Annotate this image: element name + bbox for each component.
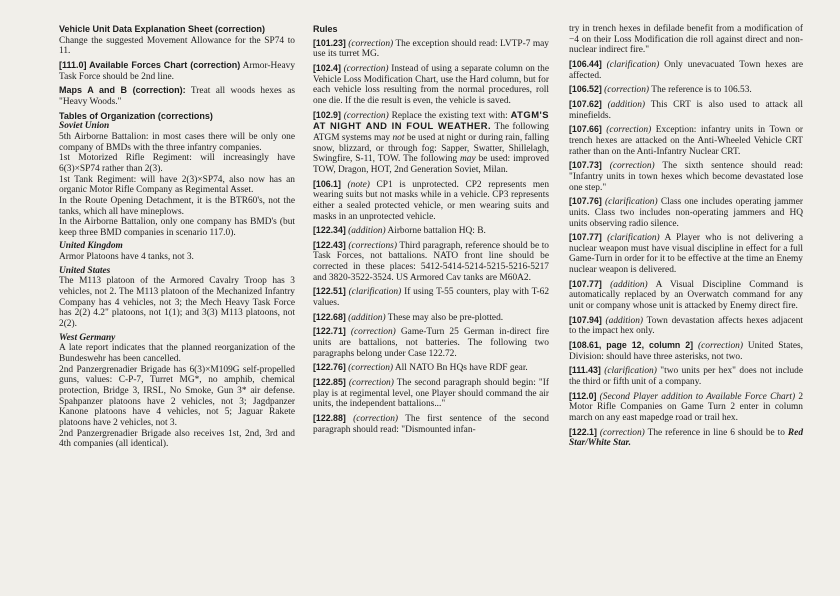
continued-text: try in trench hexes in defilade benefit from a modification of −4 on their Loss Modification die roll against direct and non-nuclear indirect fire." [569, 24, 803, 56]
rule-number: [107.77] [569, 278, 602, 289]
soviet-para-4: In the Route Opening Detachment, it is the BTR60's, not the tanks, which all have mineplows. [59, 195, 295, 217]
rule-111-43 [569, 365, 803, 387]
rule-text: If using T-55 counters, play with T-62 values. [313, 287, 550, 309]
rule-tag: (note) [347, 179, 370, 190]
rule-107-76 [569, 196, 803, 229]
rule-122-34 [313, 225, 549, 237]
rule-emphasis: not [392, 132, 405, 143]
rule-tag: (correction) [348, 38, 394, 49]
rule-text: CP1 is unprotected. CP2 represents men wearing suits but not masks while in a vehicle. CP3 represents either a sealed protected vehicle, or men wearing suits and masks in an unprotected vehicle. [313, 179, 550, 222]
rule-number: [122.1] [569, 426, 597, 437]
rule-text: The sixth sentence should read: "Infantry units in town hexes which become devastated lose one step." [569, 161, 803, 193]
rule-text: The following ATGM systems may [313, 122, 549, 143]
rule-number: [107.73] [569, 160, 602, 171]
rule-text: A Player who is not delivering a nuclear weapon must have visual discipline in effect for a full Game-Turn in order for it to be effective at the time an Enemy nuclear weapon is delivered. [569, 233, 804, 276]
rule-tag: (correction) [350, 327, 396, 338]
west-germany-heading: West Germany [59, 332, 116, 343]
rule-tag: (correction) [698, 341, 743, 352]
rule-text: The second paragraph should begin: "If play is at regimental level, one Player should command the air units, the independent battalions..." [313, 378, 549, 410]
rule-number: [122.85] [313, 377, 346, 388]
rule-number: [111.43] [569, 365, 601, 376]
rule-tag: (clarification) [607, 233, 660, 244]
rule-number: [112.0] [569, 390, 597, 401]
rule-107-73 [569, 160, 803, 193]
rule-text: These may also be pre-plotted. [387, 312, 504, 323]
rule-106-1 [313, 179, 549, 223]
entry-heading: Maps A and B (correction): [59, 85, 186, 96]
rule-number: [106.1] [313, 178, 341, 189]
rule-text: The reference is to 106.53. [651, 85, 752, 96]
rule-107-62 [569, 99, 803, 121]
rule-107-66 [569, 124, 803, 157]
rule-number: [107.77] [569, 232, 602, 243]
rule-122-88 [313, 413, 549, 435]
rule-tag: (correction) [343, 63, 389, 74]
rule-emphasis: may [460, 154, 476, 165]
rule-tag: (addition) [605, 315, 644, 326]
rule-text: Third paragraph, reference should be to Task Forces, not battalions. NATO front line should be corrected in these places: 5412-5414-5214-5215-5216-5217 and 3820-3522-3524. US Armored Cav tanks are M60A2. [313, 240, 549, 283]
rule-tag: (correction) [609, 161, 655, 172]
rule-tag: (correction) [353, 414, 399, 424]
uk-heading: United Kingdom [59, 241, 123, 252]
rules-heading: Rules [313, 24, 338, 34]
rule-text: Town devastation affects hexes adjacent to the impact hex only. [569, 315, 803, 337]
uk-para-1: Armor Platoons have 4 tanks, not 3. [59, 252, 194, 263]
rule-text: Only unevacuated Town hexes are affected. [569, 59, 804, 81]
entry-heading: [111.0] Available Forces Chart (correction) [59, 59, 241, 70]
entry-body: Armor-Heavy Task Force should be 2nd line. [59, 60, 296, 82]
toe-heading: Tables of Organization (corrections) [59, 110, 213, 121]
rule-emphasis: Red Star/White Star. [569, 427, 804, 449]
rule-tag: (addition) [610, 279, 648, 290]
rule-107-77-addition [569, 279, 803, 312]
rule-122-71 [313, 326, 549, 359]
rule-text: be used at night or during rain, falling snow, blizzard, or through fog: Sapper, Swatter, Shillelagh, Swingfire, S-11, TOW. The following [313, 132, 550, 165]
rule-tag: (addition) [348, 312, 386, 323]
rule-tag: (correction) [604, 85, 650, 96]
rule-number: [106.44] [569, 58, 602, 69]
entry-body: Change the suggested Movement Allowance for the SP74 to 11. [59, 35, 295, 57]
rule-text: The exception should read: LVTP-7 may use its turret MG. [313, 38, 549, 60]
wg-para-2: 2nd Panzergrenadier Brigade has 6(3)×M109G self-propelled guns, values: C-P-7, Turret MG*, no amphib, chemical protection, Bridge 3, IRSL, No Smoke, Gun 3* air defense. Spahpanzer platoons have 2 vehicles, not 3; Jagdpanzer Kanone platoons have 4 vehicles, not 5; Jaguar Rakete platoons have 2 vehicles, not 3. [59, 364, 295, 428]
rule-122-1 [569, 427, 803, 449]
rule-number: [122.71] [313, 326, 346, 337]
rule-text: be used: improved TOW, Dragon, HOT, 2nd Generation Soviet, Milan. [313, 154, 550, 175]
rule-text: All NATO Bn HQs have RDF gear. [394, 363, 528, 374]
rule-101-23 [313, 38, 549, 60]
rule-number: [122.68] [313, 311, 346, 322]
rule-text: Airborne battalion HQ: B. [387, 226, 486, 237]
rule-number: [122.43] [313, 239, 346, 250]
wg-para-1: A late report indicates that the planned reorganization of the Bundeswehr has been cancelled. [59, 343, 295, 365]
rule-tag: (correction) [343, 110, 389, 121]
rule-number: [101.23] [313, 37, 346, 48]
rule-number: [122.51] [313, 286, 346, 297]
rule-tag: (clarification) [605, 197, 658, 208]
rule-122-51 [313, 286, 549, 308]
rule-112-0 [569, 391, 803, 424]
vehicle-unit-data-entry [59, 24, 295, 57]
soviet-para-5: In the Airborne Battalion, only one company has BMD's (but keep three BMD companies in scenario 117.0). [59, 217, 295, 238]
rule-number: [107.76] [569, 196, 602, 207]
rule-text: The reference in line 6 should be to [647, 427, 785, 438]
rule-text: This CRT is also used to attack all minefields. [569, 99, 803, 121]
maps-entry [59, 85, 295, 107]
rule-102-9 [313, 110, 549, 176]
rule-number: [108.61, page 12, column 2] [569, 340, 694, 351]
rule-number: [106.52] [569, 84, 602, 95]
rule-108-61 [569, 340, 803, 362]
soviet-para-3: 1st Tank Regiment: will have 2(3)×SP74, also now has an organic Motor Rifle Company as Regimental Asset. [59, 174, 295, 196]
rule-text: 2 Motor Rifle Companies on Game Turn 2 enter in column march on any east mapedge road or trail hex. [569, 391, 804, 423]
rule-102-4 [313, 63, 549, 107]
rule-text: Instead of using a separate column on the Vehicle Loss Modification Chart, use the Hard column, but for each vehicle loss resulting from the normal procedures, roll one die. If the die result is even, the vehicle is saved. [313, 63, 550, 106]
rule-122-43 [313, 240, 549, 284]
us-para-1: The M113 platoon of the Armored Cavalry Troop has 3 vehicles, not 2. The M113 platoon of the Mechanized Infantry Company has 4 vehicles, not 3; the Mech Heavy Task Force has 2(2) 4.2" platoons, not 1(1); and 3(3) M113 platoons, not 2(2). [59, 276, 295, 330]
rule-122-85 [313, 377, 549, 410]
rule-caps-title: ATGM'S AT NIGHT AND IN FOUL WEATHER. [313, 108, 549, 132]
rule-106-52 [569, 84, 803, 96]
rule-tag: (addition) [348, 226, 386, 237]
rule-number: [122.76] [313, 362, 346, 373]
rule-106-44 [569, 59, 803, 81]
rule-text: Class one includes operating jammer units. Class two includes non-operating jammers and HQ units observing radio silence. [569, 197, 803, 229]
rule-text: A Visual Discipline Command is automatically replaced by an Overwatch command for any unit or company whose unit is attacked by Enemy direct fire. [569, 279, 804, 312]
rule-number: [107.94] [569, 314, 602, 325]
rule-number: [122.34] [313, 225, 346, 236]
rule-tag: (addition) [607, 99, 646, 110]
rule-number: [107.66] [569, 124, 602, 135]
rule-text: Exception: infantry units in Town or trench hexes are attacked on the Anti-Wheeled Vehicle CRT rather than on the Anti-Infantry Nuclear CRT. [569, 125, 803, 157]
rule-text: Replace the existing text with: [391, 110, 508, 121]
column-2 [313, 24, 549, 438]
wg-para-3: 2nd Panzergrenadier Brigade also receives 1st, 2nd, 3rd and 4th companies (all identical). [59, 428, 295, 450]
rule-tag: (corrections) [348, 240, 397, 251]
soviet-para-1: 5th Airborne Battalion: in most cases there will be only one company of BMDs with the three infantry companies. [59, 131, 295, 153]
rule-122-68 [313, 312, 549, 324]
rule-tag: (Second Player addition to Available Force Chart) [599, 391, 796, 402]
soviet-para-2: 1st Motorized Rifle Regiment: will increasingly have 6(3)×SP74 rather than 2(3). [59, 153, 295, 174]
rule-tag: (clarification) [348, 287, 402, 298]
column-3 [569, 24, 803, 452]
rule-122-76 [313, 362, 549, 374]
rule-tag: (correction) [348, 378, 394, 389]
rule-number: [102.9] [313, 109, 341, 120]
rule-number: [122.88] [313, 413, 346, 423]
rule-text: The first sentence of the second paragraph should read: "Dismounted infan- [313, 414, 549, 435]
soviet-heading: Soviet Union [59, 121, 110, 132]
rule-107-94 [569, 315, 803, 337]
rule-107-77-clarification [569, 232, 803, 276]
rule-tag: (correction) [348, 363, 394, 374]
rule-text: Game-Turn 25 German in-direct fire units are battalions, not batteries. The following two paragraphs belong under Case 122.72. [313, 327, 550, 359]
rule-text: United States, Division: should have three asterisks, not two. [569, 341, 803, 362]
rule-number: [102.4] [313, 62, 341, 73]
rule-number: [107.62] [569, 98, 602, 109]
us-heading: United States [59, 265, 111, 276]
rule-tag: (clarification) [606, 59, 660, 70]
entry-body: Treat all woods hexes as "Heavy Woods." [59, 86, 296, 107]
rule-text: "two units per hex" does not include the third or fifth unit of a company. [569, 366, 804, 388]
column-1 [59, 24, 295, 453]
rule-tag: (clarification) [604, 366, 657, 377]
available-forces-entry [59, 60, 295, 82]
rule-tag: (correction) [599, 427, 645, 438]
rule-tag: (correction) [606, 125, 652, 136]
entry-heading: Vehicle Unit Data Explanation Sheet (correction) [59, 24, 266, 34]
